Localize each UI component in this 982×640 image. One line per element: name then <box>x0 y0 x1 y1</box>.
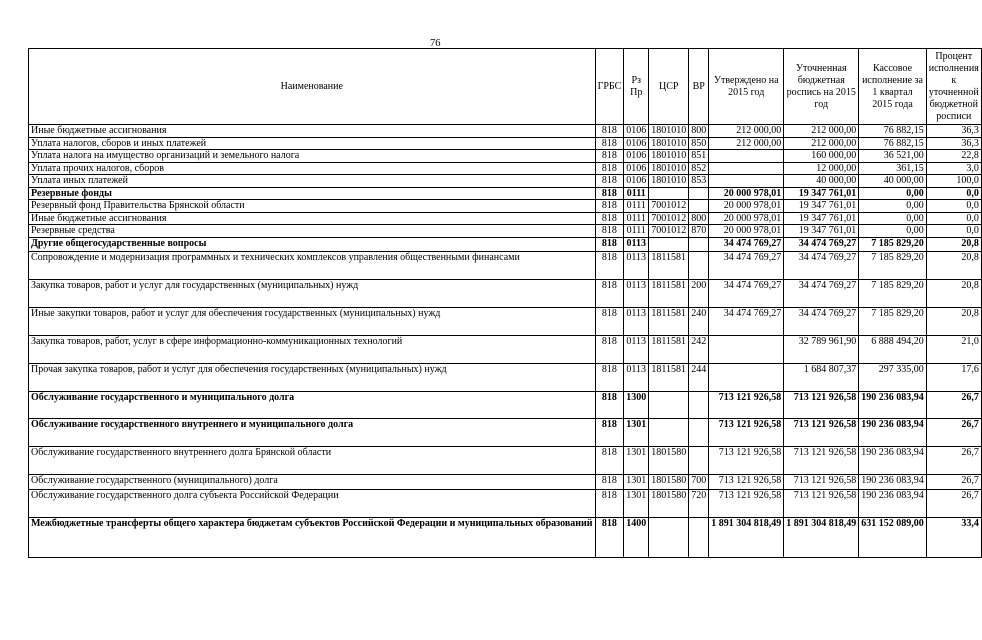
table-row <box>29 335 982 363</box>
cell-grbs: 818 <box>595 489 624 517</box>
table-row <box>29 175 982 188</box>
cell-cash: 190 236 083,94 <box>859 418 927 446</box>
cell-refined: 160 000,00 <box>784 150 859 163</box>
cell-refined: 19 347 761,01 <box>784 200 859 213</box>
cell-cash: 40 000,00 <box>859 175 927 188</box>
cell-vr: 244 <box>689 363 709 391</box>
cell-name: Обслуживание государственного внутреннего и муниципального долга <box>29 418 596 446</box>
cell-grbs: 818 <box>595 200 624 213</box>
cell-cash: 0,00 <box>859 212 927 225</box>
cell-csr: 1801580 <box>649 474 689 489</box>
cell-vr: 850 <box>689 137 709 150</box>
cell-approved <box>709 175 784 188</box>
cell-csr <box>649 418 689 446</box>
cell-percent: 26,7 <box>926 446 981 474</box>
col-header-cash: Кассовое исполнение за 1 квартал 2015 года <box>859 49 927 125</box>
cell-percent: 20,8 <box>926 251 981 279</box>
cell-name: Иные закупки товаров, работ и услуг для обеспечения государственных (муниципальных) нужд <box>29 307 596 335</box>
cell-refined: 34 474 769,27 <box>784 279 859 307</box>
cell-refined: 212 000,00 <box>784 125 859 138</box>
cell-rzpr: 1300 <box>624 391 649 418</box>
cell-csr <box>649 517 689 557</box>
col-header-refined: Уточненная бюджетная роспись на 2015 год <box>784 49 859 125</box>
col-header-csr: ЦСР <box>649 49 689 125</box>
cell-refined: 19 347 761,01 <box>784 187 859 200</box>
page-number: 76 <box>430 38 441 49</box>
cell-vr: 240 <box>689 307 709 335</box>
cell-refined: 34 474 769,27 <box>784 237 859 251</box>
cell-name: Сопровождение и модернизация программных и технических комплексов управления общественными финансами <box>29 251 596 279</box>
cell-grbs: 818 <box>595 474 624 489</box>
cell-refined: 40 000,00 <box>784 175 859 188</box>
cell-rzpr: 0111 <box>624 200 649 213</box>
cell-grbs: 818 <box>595 517 624 557</box>
cell-grbs: 818 <box>595 251 624 279</box>
cell-vr <box>689 200 709 213</box>
cell-csr: 1811581 <box>649 279 689 307</box>
col-header-percent: Процент исполнения к уточненной бюджетной росписи <box>926 49 981 125</box>
cell-percent: 33,4 <box>926 517 981 557</box>
cell-rzpr: 0106 <box>624 137 649 150</box>
cell-rzpr: 0106 <box>624 175 649 188</box>
cell-name: Прочая закупка товаров, работ и услуг для обеспечения государственных (муниципальных) нужд <box>29 363 596 391</box>
cell-refined: 713 121 926,58 <box>784 446 859 474</box>
cell-percent: 0,0 <box>926 225 981 238</box>
cell-grbs: 818 <box>595 335 624 363</box>
cell-rzpr: 0113 <box>624 251 649 279</box>
cell-grbs: 818 <box>595 150 624 163</box>
table-row <box>29 363 982 391</box>
cell-percent: 20,8 <box>926 237 981 251</box>
cell-vr: 242 <box>689 335 709 363</box>
cell-cash: 76 882,15 <box>859 125 927 138</box>
cell-csr: 1801010 <box>649 137 689 150</box>
cell-refined: 34 474 769,27 <box>784 251 859 279</box>
cell-vr: 800 <box>689 212 709 225</box>
cell-approved <box>709 150 784 163</box>
cell-name: Обслуживание государственного долга субъекта Российской Федерации <box>29 489 596 517</box>
cell-refined: 713 121 926,58 <box>784 474 859 489</box>
cell-approved: 713 121 926,58 <box>709 446 784 474</box>
cell-rzpr: 0113 <box>624 279 649 307</box>
table-row <box>29 162 982 175</box>
cell-percent: 17,6 <box>926 363 981 391</box>
cell-cash: 7 185 829,20 <box>859 307 927 335</box>
cell-refined: 713 121 926,58 <box>784 391 859 418</box>
cell-name: Иные бюджетные ассигнования <box>29 212 596 225</box>
cell-cash: 190 236 083,94 <box>859 391 927 418</box>
cell-rzpr: 1301 <box>624 489 649 517</box>
cell-grbs: 818 <box>595 363 624 391</box>
cell-vr: 200 <box>689 279 709 307</box>
cell-csr: 1801010 <box>649 175 689 188</box>
cell-percent: 26,7 <box>926 489 981 517</box>
cell-vr: 800 <box>689 125 709 138</box>
cell-grbs: 818 <box>595 391 624 418</box>
cell-refined: 212 000,00 <box>784 137 859 150</box>
cell-grbs: 818 <box>595 125 624 138</box>
table-row <box>29 279 982 307</box>
cell-approved: 20 000 978,01 <box>709 200 784 213</box>
cell-percent: 26,7 <box>926 391 981 418</box>
cell-rzpr: 0113 <box>624 363 649 391</box>
cell-rzpr: 0113 <box>624 307 649 335</box>
cell-vr: 851 <box>689 150 709 163</box>
cell-csr: 7001012 <box>649 200 689 213</box>
cell-refined: 713 121 926,58 <box>784 418 859 446</box>
cell-rzpr: 1301 <box>624 446 649 474</box>
table-row <box>29 212 982 225</box>
cell-approved <box>709 335 784 363</box>
cell-cash: 7 185 829,20 <box>859 237 927 251</box>
cell-percent: 20,8 <box>926 307 981 335</box>
cell-csr <box>649 391 689 418</box>
cell-rzpr: 0106 <box>624 162 649 175</box>
cell-name: Другие общегосударственные вопросы <box>29 237 596 251</box>
cell-approved: 34 474 769,27 <box>709 237 784 251</box>
cell-grbs: 818 <box>595 418 624 446</box>
table-row <box>29 225 982 238</box>
cell-grbs: 818 <box>595 237 624 251</box>
cell-approved <box>709 363 784 391</box>
cell-refined: 19 347 761,01 <box>784 212 859 225</box>
cell-rzpr: 1400 <box>624 517 649 557</box>
cell-csr: 7001012 <box>649 225 689 238</box>
col-header-grbs: ГРБС <box>595 49 624 125</box>
cell-rzpr: 0106 <box>624 150 649 163</box>
table-row <box>29 418 982 446</box>
cell-percent: 21,0 <box>926 335 981 363</box>
cell-cash: 7 185 829,20 <box>859 251 927 279</box>
cell-csr: 1801010 <box>649 150 689 163</box>
cell-approved: 212 000,00 <box>709 125 784 138</box>
cell-name: Обслуживание государственного внутреннего долга Брянской области <box>29 446 596 474</box>
cell-name: Уплата прочих налогов, сборов <box>29 162 596 175</box>
cell-name: Резервный фонд Правительства Брянской области <box>29 200 596 213</box>
table-row <box>29 517 982 557</box>
cell-csr: 1801580 <box>649 446 689 474</box>
cell-grbs: 818 <box>595 137 624 150</box>
col-header-rzpr: Рз Пр <box>624 49 649 125</box>
table-body <box>29 125 982 558</box>
cell-csr: 1801580 <box>649 489 689 517</box>
cell-cash: 0,00 <box>859 187 927 200</box>
cell-rzpr: 0106 <box>624 125 649 138</box>
cell-refined: 19 347 761,01 <box>784 225 859 238</box>
cell-approved: 34 474 769,27 <box>709 307 784 335</box>
cell-approved <box>709 162 784 175</box>
table-row <box>29 237 982 251</box>
cell-refined: 32 789 961,90 <box>784 335 859 363</box>
cell-grbs: 818 <box>595 307 624 335</box>
table-row <box>29 200 982 213</box>
cell-percent: 36,3 <box>926 125 981 138</box>
cell-name: Уплата налога на имущество организаций и земельного налога <box>29 150 596 163</box>
cell-cash: 0,00 <box>859 200 927 213</box>
cell-grbs: 818 <box>595 175 624 188</box>
col-header-approved: Утверждено на 2015 год <box>709 49 784 125</box>
cell-rzpr: 0111 <box>624 187 649 200</box>
cell-vr <box>689 517 709 557</box>
cell-name: Межбюджетные трансферты общего характера бюджетам субъектов Российской Федерации и муниципальных образований <box>29 517 596 557</box>
table-row <box>29 125 982 138</box>
cell-percent: 20,8 <box>926 279 981 307</box>
cell-vr: 700 <box>689 474 709 489</box>
cell-rzpr: 1301 <box>624 418 649 446</box>
table-row <box>29 137 982 150</box>
table-header-row <box>29 49 982 125</box>
cell-approved: 20 000 978,01 <box>709 187 784 200</box>
cell-cash: 7 185 829,20 <box>859 279 927 307</box>
cell-name: Обслуживание государственного (муниципального) долга <box>29 474 596 489</box>
cell-percent: 26,7 <box>926 474 981 489</box>
cell-cash: 36 521,00 <box>859 150 927 163</box>
cell-csr <box>649 237 689 251</box>
cell-approved: 34 474 769,27 <box>709 251 784 279</box>
cell-approved: 20 000 978,01 <box>709 212 784 225</box>
cell-refined: 1 684 807,37 <box>784 363 859 391</box>
cell-csr: 1811581 <box>649 335 689 363</box>
cell-cash: 76 882,15 <box>859 137 927 150</box>
cell-vr <box>689 391 709 418</box>
cell-percent: 26,7 <box>926 418 981 446</box>
cell-name: Уплата иных платежей <box>29 175 596 188</box>
cell-approved: 713 121 926,58 <box>709 489 784 517</box>
cell-vr: 853 <box>689 175 709 188</box>
cell-approved: 713 121 926,58 <box>709 418 784 446</box>
cell-rzpr: 0111 <box>624 225 649 238</box>
cell-cash: 190 236 083,94 <box>859 474 927 489</box>
cell-rzpr: 0113 <box>624 335 649 363</box>
cell-approved: 713 121 926,58 <box>709 474 784 489</box>
table-row <box>29 150 982 163</box>
cell-percent: 22,8 <box>926 150 981 163</box>
cell-csr: 7001012 <box>649 212 689 225</box>
cell-refined: 1 891 304 818,49 <box>784 517 859 557</box>
cell-grbs: 818 <box>595 212 624 225</box>
cell-approved: 34 474 769,27 <box>709 279 784 307</box>
cell-grbs: 818 <box>595 279 624 307</box>
table-row <box>29 474 982 489</box>
cell-name: Резервные фонды <box>29 187 596 200</box>
cell-vr <box>689 446 709 474</box>
table-row <box>29 251 982 279</box>
cell-csr: 1811581 <box>649 363 689 391</box>
cell-rzpr: 0113 <box>624 237 649 251</box>
cell-vr: 720 <box>689 489 709 517</box>
cell-percent: 3,0 <box>926 162 981 175</box>
col-header-name: Наименование <box>29 49 596 125</box>
cell-grbs: 818 <box>595 225 624 238</box>
cell-cash: 6 888 494,20 <box>859 335 927 363</box>
cell-cash: 190 236 083,94 <box>859 489 927 517</box>
cell-name: Обслуживание государственного и муниципального долга <box>29 391 596 418</box>
cell-percent: 100,0 <box>926 175 981 188</box>
cell-cash: 361,15 <box>859 162 927 175</box>
cell-rzpr: 1301 <box>624 474 649 489</box>
cell-rzpr: 0111 <box>624 212 649 225</box>
cell-name: Иные бюджетные ассигнования <box>29 125 596 138</box>
col-header-vr: ВР <box>689 49 709 125</box>
cell-vr: 870 <box>689 225 709 238</box>
cell-percent: 36,3 <box>926 137 981 150</box>
table-row <box>29 489 982 517</box>
cell-cash: 631 152 089,00 <box>859 517 927 557</box>
cell-cash: 190 236 083,94 <box>859 446 927 474</box>
cell-approved: 713 121 926,58 <box>709 391 784 418</box>
cell-approved: 20 000 978,01 <box>709 225 784 238</box>
cell-name: Резервные средства <box>29 225 596 238</box>
cell-name: Закупка товаров, работ, услуг в сфере информационно-коммуникационных технологий <box>29 335 596 363</box>
table-row <box>29 187 982 200</box>
cell-cash: 0,00 <box>859 225 927 238</box>
cell-name: Закупка товаров, работ и услуг для государственных (муниципальных) нужд <box>29 279 596 307</box>
cell-vr <box>689 237 709 251</box>
table-row <box>29 307 982 335</box>
cell-name: Уплата налогов, сборов и иных платежей <box>29 137 596 150</box>
cell-csr: 1811581 <box>649 251 689 279</box>
budget-table <box>28 48 982 558</box>
cell-percent: 0,0 <box>926 212 981 225</box>
cell-vr <box>689 418 709 446</box>
cell-csr <box>649 187 689 200</box>
cell-vr: 852 <box>689 162 709 175</box>
cell-cash: 297 335,00 <box>859 363 927 391</box>
table-row <box>29 391 982 418</box>
cell-percent: 0,0 <box>926 200 981 213</box>
cell-vr <box>689 251 709 279</box>
cell-grbs: 818 <box>595 162 624 175</box>
cell-vr <box>689 187 709 200</box>
cell-csr: 1801010 <box>649 125 689 138</box>
table-row <box>29 446 982 474</box>
cell-refined: 713 121 926,58 <box>784 489 859 517</box>
cell-refined: 34 474 769,27 <box>784 307 859 335</box>
cell-csr: 1801010 <box>649 162 689 175</box>
cell-refined: 12 000,00 <box>784 162 859 175</box>
cell-grbs: 818 <box>595 446 624 474</box>
cell-approved: 212 000,00 <box>709 137 784 150</box>
cell-percent: 0,0 <box>926 187 981 200</box>
cell-csr: 1811581 <box>649 307 689 335</box>
cell-approved: 1 891 304 818,49 <box>709 517 784 557</box>
cell-grbs: 818 <box>595 187 624 200</box>
